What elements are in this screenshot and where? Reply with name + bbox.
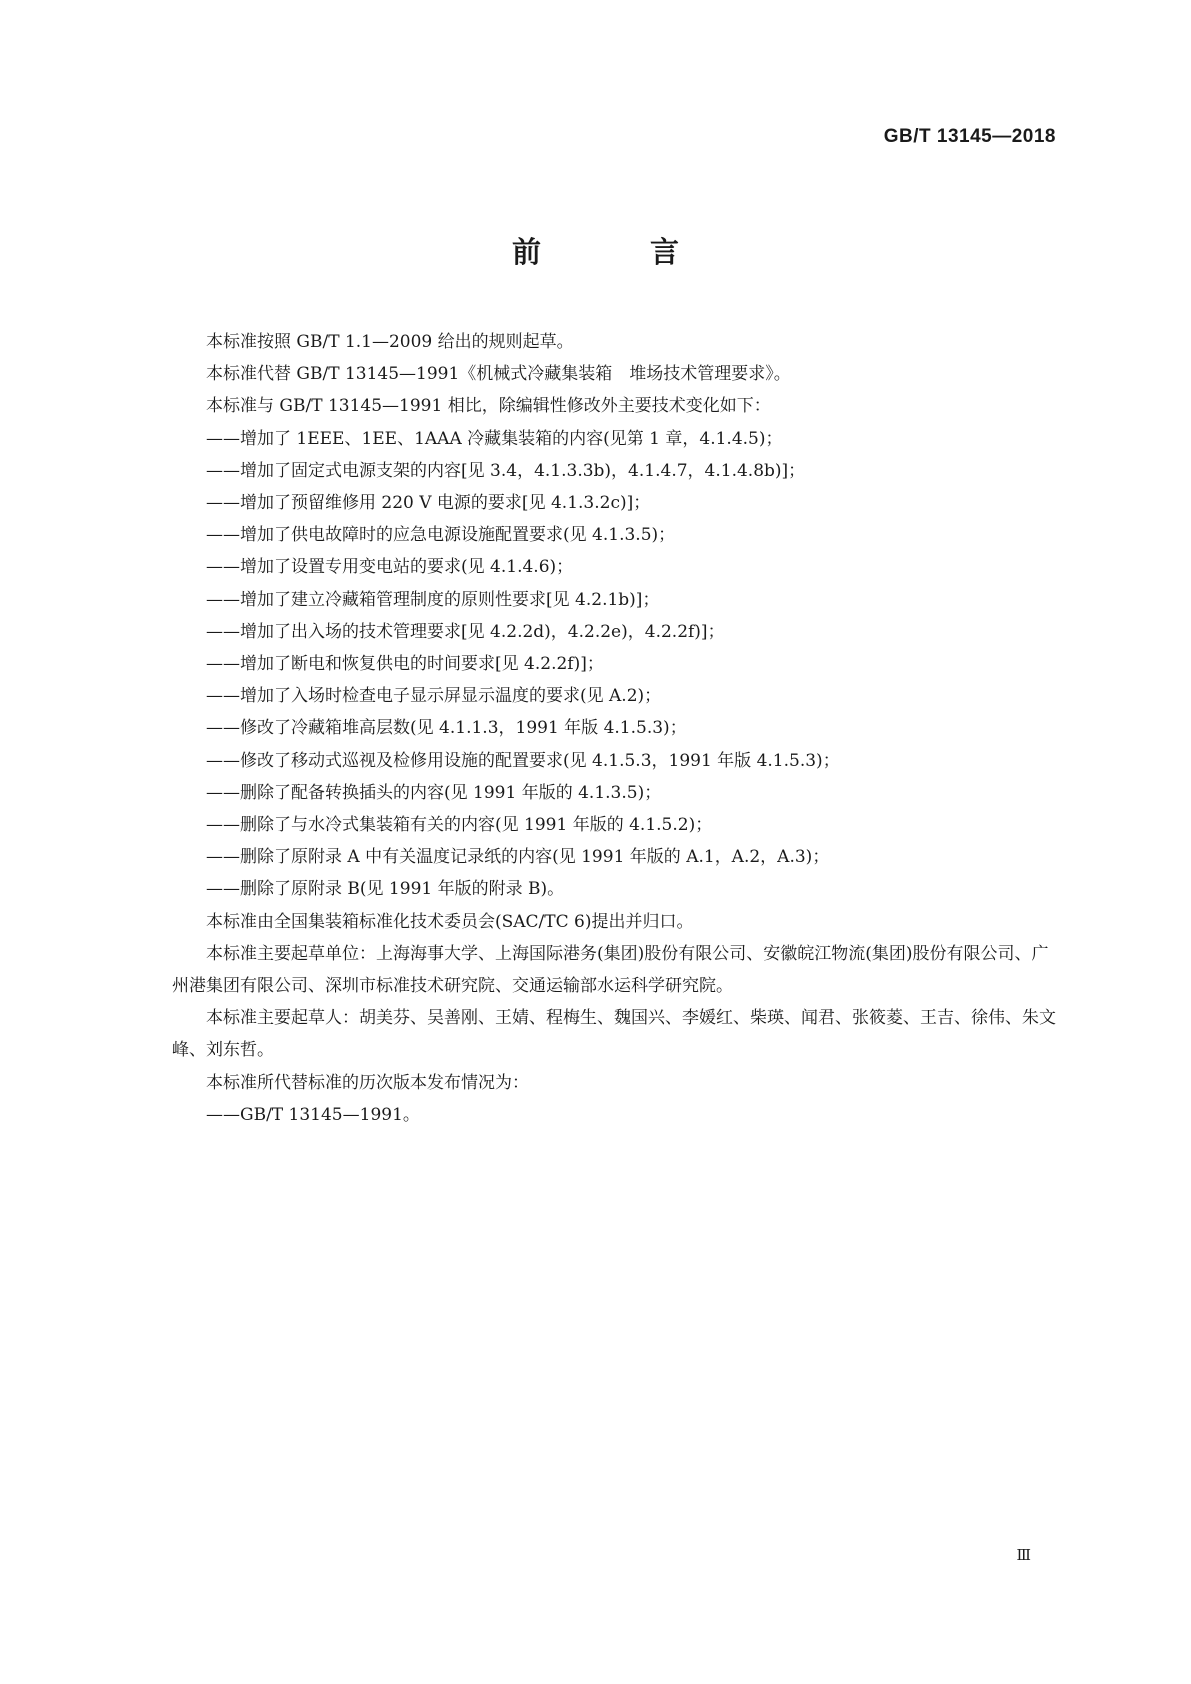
change-item: ——删除了原附录 B(见 1991 年版的附录 B)。 [206,879,565,900]
page-title: 前 言 [511,235,719,269]
change-item: ——增加了入场时检查电子显示屏显示温度的要求(见 A.2)； [206,686,662,707]
intro-paragraph: 本标准与 GB/T 13145—1991 相比，除编辑性修改外主要技术变化如下： [206,396,771,417]
closing-paragraph: 本标准主要起草单位：上海海事大学、上海国际港务(集团)股份有限公司、安徽皖江物流(集团)股份有限公司、广州港集团有限公司、深圳市标准技术研究院、交通运输部水运科学研究院。 [172,943,1049,997]
change-item: ——增加了固定式电源支架的内容[见 3.4，4.1.3.3b)，4.1.4.7，4.1.4.8b)]； [206,460,806,481]
history-item: ——GB/T 13145—1991。 [206,1104,420,1125]
change-item: ——增加了设置专用变电站的要求(见 4.1.4.6)； [206,557,574,578]
change-item: ——删除了与水冷式集装箱有关的内容(见 1991 年版的 4.1.5.2)； [206,815,713,836]
intro-paragraph: 本标准代替 GB/T 13145—1991《机械式冷藏集装箱 堆场技术管理要求》。 [206,364,791,385]
closing-paragraph: 本标准主要起草人：胡美芬、吴善刚、王婧、程梅生、魏国兴、李媛红、柴瑛、闻君、张筱菱、王吉、徐伟、朱文峰、刘东哲。 [172,1008,1056,1061]
closing-paragraph: 本标准由全国集装箱标准化技术委员会(SAC/TC 6)提出并归口。 [206,911,694,932]
change-item: ——增加了 1EEE、1EE、1AAA 冷藏集装箱的内容(见第 1 章，4.1.4.5)； [206,428,783,449]
change-item: ——增加了供电故障时的应急电源设施配置要求(见 4.1.3.5)； [206,525,676,546]
intro-paragraph: 本标准按照 GB/T 1.1—2009 给出的规则起草。 [206,332,574,352]
change-item: ——删除了原附录 A 中有关温度记录纸的内容(见 1991 年版的 A.1，A.2，A.3)； [206,847,830,868]
standard-code: GB/T 13145—2018 [883,126,1056,147]
change-item: ——修改了移动式巡视及检修用设施的配置要求(见 4.1.5.3，1991 年版 4.1.5.3)； [206,750,840,771]
change-item: ——增加了出入场的技术管理要求[见 4.2.2d)，4.2.2e)，4.2.2f)]； [206,621,725,642]
closing-paragraph: 本标准所代替标准的历次版本发布情况为： [206,1072,529,1093]
change-item: ——修改了冷藏箱堆高层数(见 4.1.1.3，1991 年版 4.1.5.3)； [206,718,687,739]
document-body [172,326,1057,1131]
change-item: ——增加了断电和恢复供电的时间要求[见 4.2.2f)]； [206,654,604,675]
change-item: ——增加了预留维修用 220 V 电源的要求[见 4.1.3.2c)]； [206,493,651,514]
change-item: ——删除了配备转换插头的内容(见 1991 年版的 4.1.3.5)； [206,782,662,803]
page-number: Ⅲ [1016,1546,1031,1564]
change-item: ——增加了建立冷藏箱管理制度的原则性要求[见 4.2.1b)]； [206,589,660,610]
